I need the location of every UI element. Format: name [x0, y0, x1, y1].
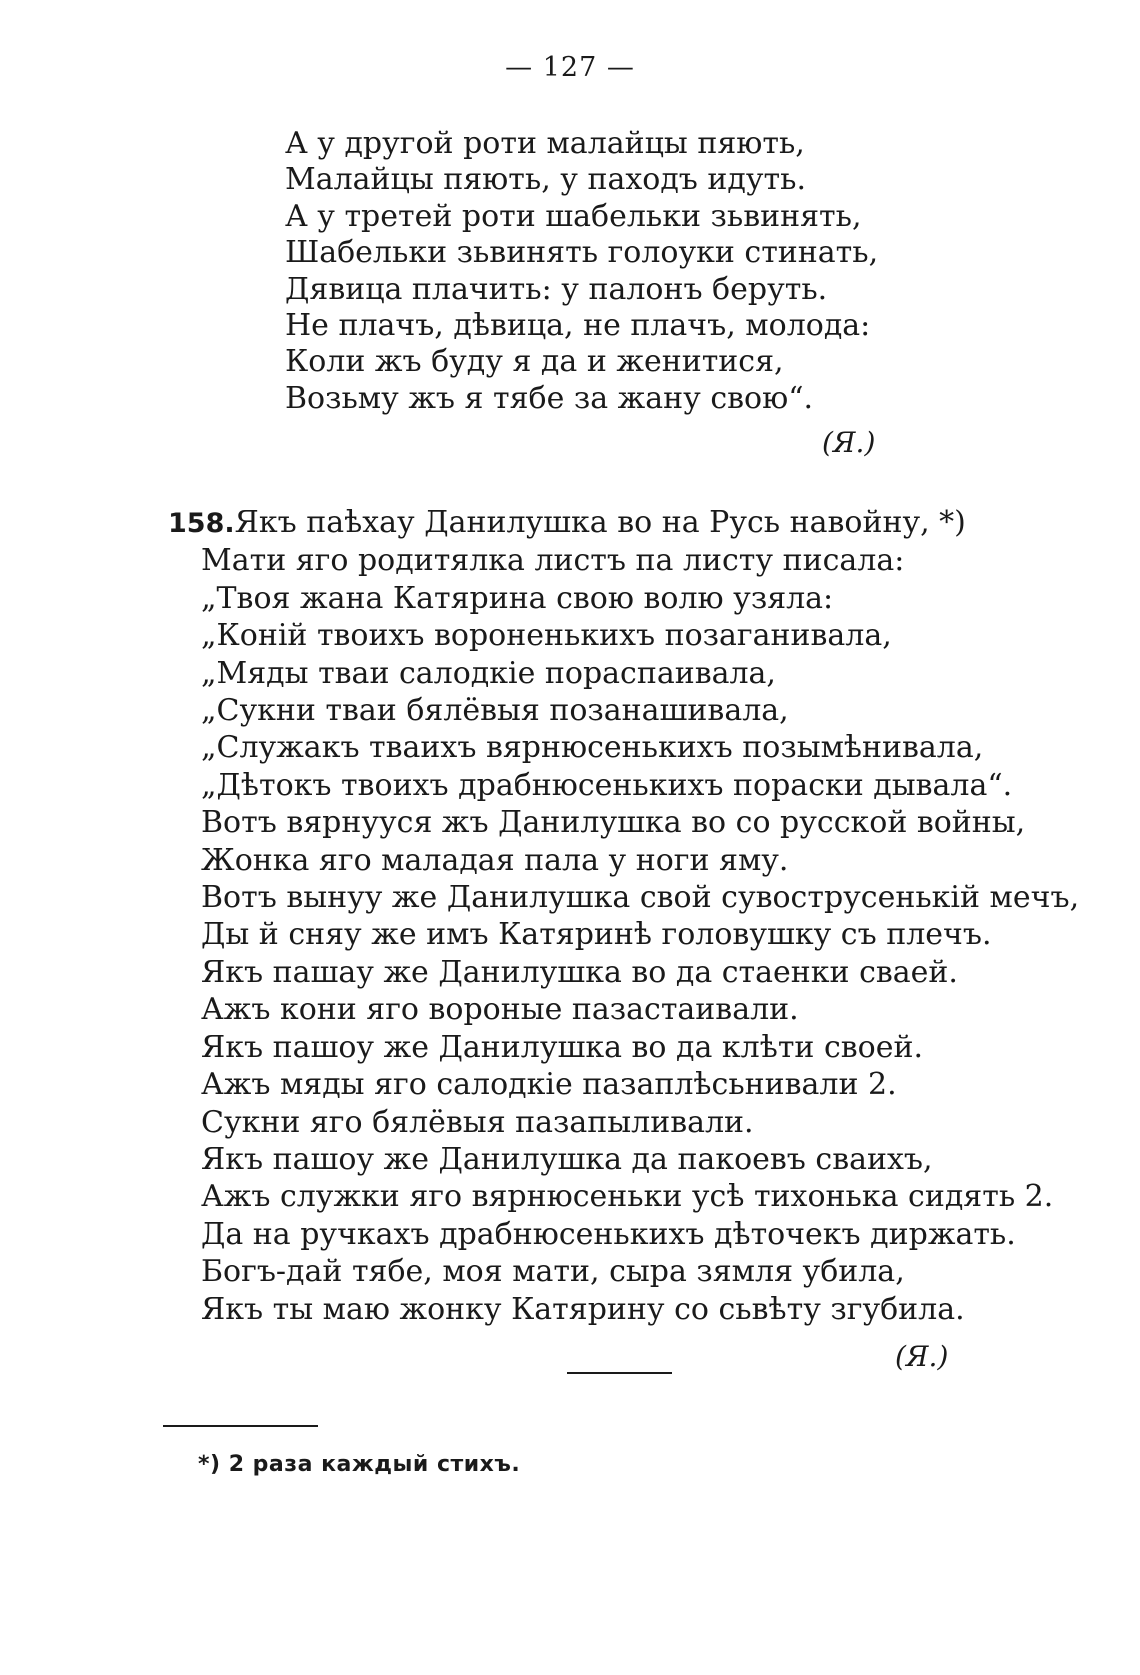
verse-block	[285, 126, 878, 417]
poem-line: „Твоя жана Катярина свою волю узяла:	[201, 580, 834, 616]
verse-line: Шабельки зьвинять голоуки стинать,	[285, 235, 879, 271]
poem-line: Ажъ мяды яго салодкіе пазаплѣсьнивали 2.	[201, 1067, 897, 1103]
poem-158	[168, 504, 1079, 1328]
verse-line: Малайцы пяють, у паходъ идуть.	[285, 162, 807, 198]
poem-line: „Служакъ тваихъ вярнюсенькихъ позымѣнивала,	[201, 730, 984, 766]
poem-line: Якъ ты маю жонку Катярину со сьвѣту згубила.	[201, 1291, 965, 1327]
page-number: — 127 —	[505, 52, 635, 83]
poem-line: „Мяды тваи салодкіе пораспаивала,	[201, 655, 776, 691]
poem-line: Ажъ кони яго вороные пазастаивали.	[201, 992, 799, 1028]
poem-line: Вотъ вынуу же Данилушка свой сувострусенькій мечъ,	[201, 880, 1080, 916]
verse-line: Возьму жъ я тябе за жану свою“.	[285, 380, 814, 416]
poem-line: Якъ пашау же Данилушка во да стаенки сваей.	[201, 954, 958, 990]
poem-line: Вотъ вярнууся жъ Данилушка во со русской войны,	[201, 805, 1026, 841]
poem-line: Якъ пашоу же Данилушка да пакоевъ сваихъ,	[201, 1141, 933, 1177]
verse-signature: (Я.)	[822, 426, 876, 459]
poem-line-text: Якъ паѣхау Данилушка во на Русь навойну, *)	[234, 505, 966, 540]
poem-line: Богъ-дай тябе, моя мати, сыра зямля убила,	[201, 1254, 905, 1290]
verse-line: Дявица плачить: у палонъ беруть.	[285, 271, 828, 307]
poem-signature: (Я.)	[895, 1340, 949, 1373]
footnote-rule	[163, 1425, 318, 1427]
poem-line: Ажъ служки яго вярнюсеньки усѣ тихонька сидять 2.	[201, 1179, 1054, 1215]
verse-line: Не плачъ, дѣвица, не плачъ, молода:	[285, 308, 871, 344]
poem-number: 158.	[168, 508, 235, 539]
footnote: *) 2 раза каждый стихъ.	[198, 1452, 521, 1477]
poem-line: „Дѣтокъ твоихъ драбнюсенькихъ пораски дывала“.	[201, 767, 1013, 803]
poem-line: Да на ручкахъ драбнюсенькихъ дѣточекъ диржать.	[201, 1216, 1016, 1252]
poem-line: Мати яго родитялка листъ па листу писала:	[201, 543, 905, 579]
poem-first-line	[168, 504, 1079, 542]
poem-line: „Коній твоихъ вороненькихъ позаганивала,	[201, 618, 892, 654]
poem-line: Якъ пашоу же Данилушка во да клѣти своей.	[201, 1029, 923, 1065]
verse-line: Коли жъ буду я да и женитися,	[285, 344, 784, 380]
poem-line: Жонка яго маладая пала у ноги яму.	[201, 842, 789, 878]
verse-line: А у третей роти шабельки зьвинять,	[285, 198, 862, 234]
poem-line: „Сукни тваи бялёвыя позанашивала,	[201, 693, 789, 729]
poem-line: Сукни яго бялёвыя пазапыливали.	[201, 1104, 754, 1140]
section-divider	[567, 1372, 672, 1374]
poem-line: Ды й сняу же имъ Катяринѣ головушку съ плечъ.	[201, 917, 992, 953]
verse-line: А у другой роти малайцы пяють,	[285, 126, 805, 161]
